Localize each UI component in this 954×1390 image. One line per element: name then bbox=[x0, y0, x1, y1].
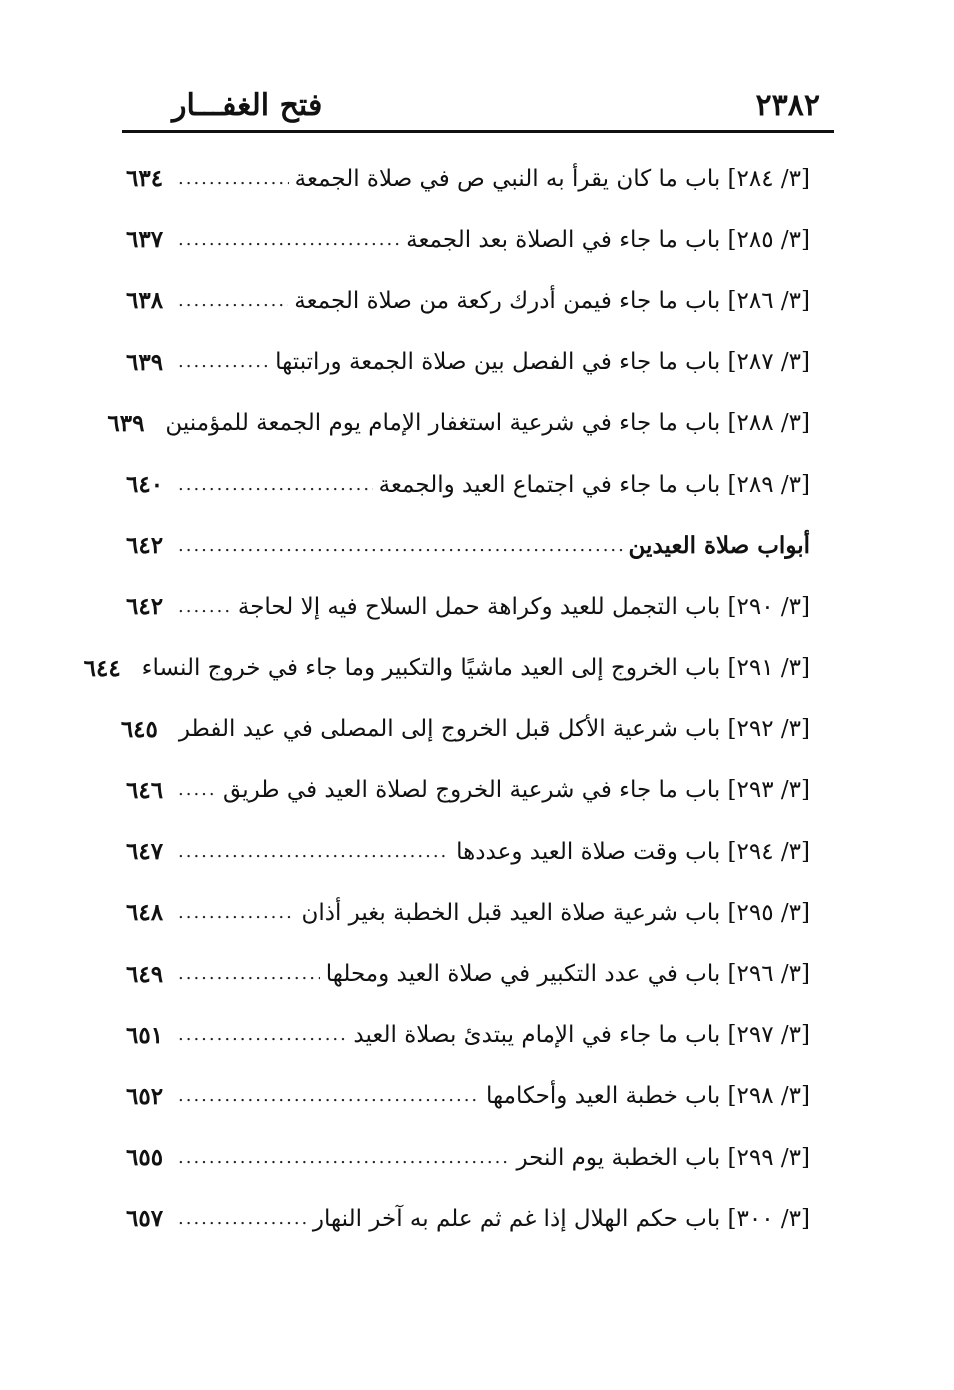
toc-entry bbox=[126, 943, 810, 1004]
toc-entry-page: ٦٤٥ bbox=[120, 715, 158, 743]
toc-entry bbox=[126, 821, 810, 882]
toc-entry-page: ٦٤٢ bbox=[126, 593, 164, 621]
toc-entry-page: ٦٤٦ bbox=[126, 776, 164, 804]
dot-leader bbox=[178, 1084, 480, 1108]
toc-entry-title: [٣/ ٢٩٢] باب شرعية الأكل قبل الخروج إلى المصلى في عيد الفطر bbox=[178, 716, 810, 743]
toc-entry-page: ٦٤٩ bbox=[126, 960, 164, 988]
toc-entry-title: [٣/ ٣٠٠] باب حكم الهلال إذا غم ثم علم به آخر النهار bbox=[312, 1205, 810, 1232]
dot-leader bbox=[178, 595, 232, 619]
toc-entry-page: ٦٤٠ bbox=[126, 471, 164, 499]
toc-entry-page: ٦٤٤ bbox=[83, 654, 121, 682]
toc-entry bbox=[126, 760, 810, 821]
dot-leader bbox=[178, 1207, 307, 1231]
toc-entry-page: ٦٥٥ bbox=[126, 1144, 164, 1172]
toc-entry-page: ٦٤٧ bbox=[126, 838, 164, 866]
toc-section-heading bbox=[126, 515, 810, 576]
toc-entry-page: ٦٤٨ bbox=[126, 899, 164, 927]
toc-entry bbox=[126, 1127, 810, 1188]
header-divider bbox=[122, 130, 834, 133]
toc-entry-page: ٦٣٩ bbox=[107, 409, 145, 437]
toc-entry bbox=[126, 1188, 810, 1249]
toc-entry bbox=[126, 148, 810, 209]
toc-entry-page: ٦٣٩ bbox=[126, 348, 164, 376]
toc-entry bbox=[126, 1066, 810, 1127]
toc-entry-title: [٣/ ٢٨٩] باب ما جاء في اجتماع العيد والجمعة bbox=[378, 471, 810, 498]
toc-entry-title: [٣/ ٢٩٩] باب الخطبة يوم النحر bbox=[516, 1144, 810, 1171]
page-number: ٢٣٨٢ bbox=[755, 88, 820, 123]
toc-entry-page: ٦٥٢ bbox=[126, 1082, 164, 1110]
toc-section-title: أبواب صلاة العيدين bbox=[628, 532, 810, 560]
toc-entry-title: [٣/ ٢٩٤] باب وقت صلاة العيد وعددها bbox=[456, 838, 810, 865]
table-of-contents bbox=[83, 148, 810, 1249]
toc-entry bbox=[126, 1005, 810, 1066]
toc-entry-page: ٦٥١ bbox=[126, 1021, 164, 1049]
dot-leader bbox=[178, 1146, 510, 1170]
toc-entry-title: [٣/ ٢٩١] باب الخروج إلى العيد ماشيًا والتكبير وما جاء في خروج النساء bbox=[141, 655, 810, 682]
toc-entry-title: [٣/ ٢٩٦] باب في عدد التكبير في صلاة العيد ومحلها bbox=[325, 961, 810, 988]
dot-leader bbox=[178, 901, 295, 925]
toc-entry-page: ٦٣٤ bbox=[126, 165, 164, 193]
toc-entry-page: ٦٥٧ bbox=[126, 1205, 164, 1233]
toc-entry-title: [٣/ ٢٨٥] باب ما جاء في الصلاة بعد الجمعة bbox=[406, 226, 810, 253]
toc-entry-title: [٣/ ٢٩٣] باب ما جاء في شرعية الخروج لصلاة العيد في طريق bbox=[223, 777, 810, 804]
dot-leader bbox=[178, 350, 269, 374]
dot-leader bbox=[178, 167, 289, 191]
toc-entry bbox=[126, 882, 810, 943]
toc-entry bbox=[126, 270, 810, 331]
toc-entry-title: [٣/ ٢٨٨] باب ما جاء في شرعية استغفار الإمام يوم الجمعة للمؤمنين bbox=[165, 410, 810, 437]
toc-entry-title: [٣/ ٢٩٠] باب التجمل للعيد وكراهة حمل السلاح فيه إلا لحاجة bbox=[237, 593, 810, 620]
toc-entry-title: [٣/ ٢٩٧] باب ما جاء في الإمام يبتدئ بصلاة العيد bbox=[353, 1022, 810, 1049]
dot-leader bbox=[178, 840, 450, 864]
toc-entry bbox=[120, 699, 810, 760]
toc-entry bbox=[83, 638, 810, 699]
page-header bbox=[122, 84, 834, 134]
toc-entry-title: [٣/ ٢٩٥] باب شرعية صلاة العيد قبل الخطبة بغير أذان bbox=[301, 899, 810, 926]
toc-entry bbox=[107, 393, 810, 454]
toc-entry bbox=[126, 332, 810, 393]
toc-entry-page: ٦٣٨ bbox=[126, 287, 164, 315]
dot-leader bbox=[178, 1023, 347, 1047]
toc-entry-page: ٦٤٢ bbox=[126, 532, 164, 560]
dot-leader bbox=[178, 228, 400, 252]
dot-leader bbox=[178, 289, 288, 313]
toc-entry bbox=[126, 576, 810, 637]
toc-entry-page: ٦٣٧ bbox=[126, 226, 164, 254]
toc-entry-title: [٣/ ٢٩٨] باب خطبة العيد وأحكامها bbox=[486, 1083, 810, 1110]
dot-leader bbox=[178, 962, 320, 986]
toc-entry bbox=[126, 454, 810, 515]
toc-entry-title: [٣/ ٢٨٤] باب ما كان يقرأ به النبي ص في صلاة الجمعة bbox=[294, 165, 810, 192]
dot-leader bbox=[178, 473, 373, 497]
dot-leader bbox=[178, 778, 217, 802]
toc-entry-title: [٣/ ٢٨٧] باب ما جاء في الفصل بين صلاة الجمعة وراتبتها bbox=[275, 349, 810, 376]
toc-entry-title: [٣/ ٢٨٦] باب ما جاء فيمن أدرك ركعة من صلاة الجمعة bbox=[294, 287, 810, 314]
dot-leader bbox=[178, 534, 623, 558]
toc-entry bbox=[126, 209, 810, 270]
book-title: فتح الغفـــار bbox=[172, 88, 323, 123]
